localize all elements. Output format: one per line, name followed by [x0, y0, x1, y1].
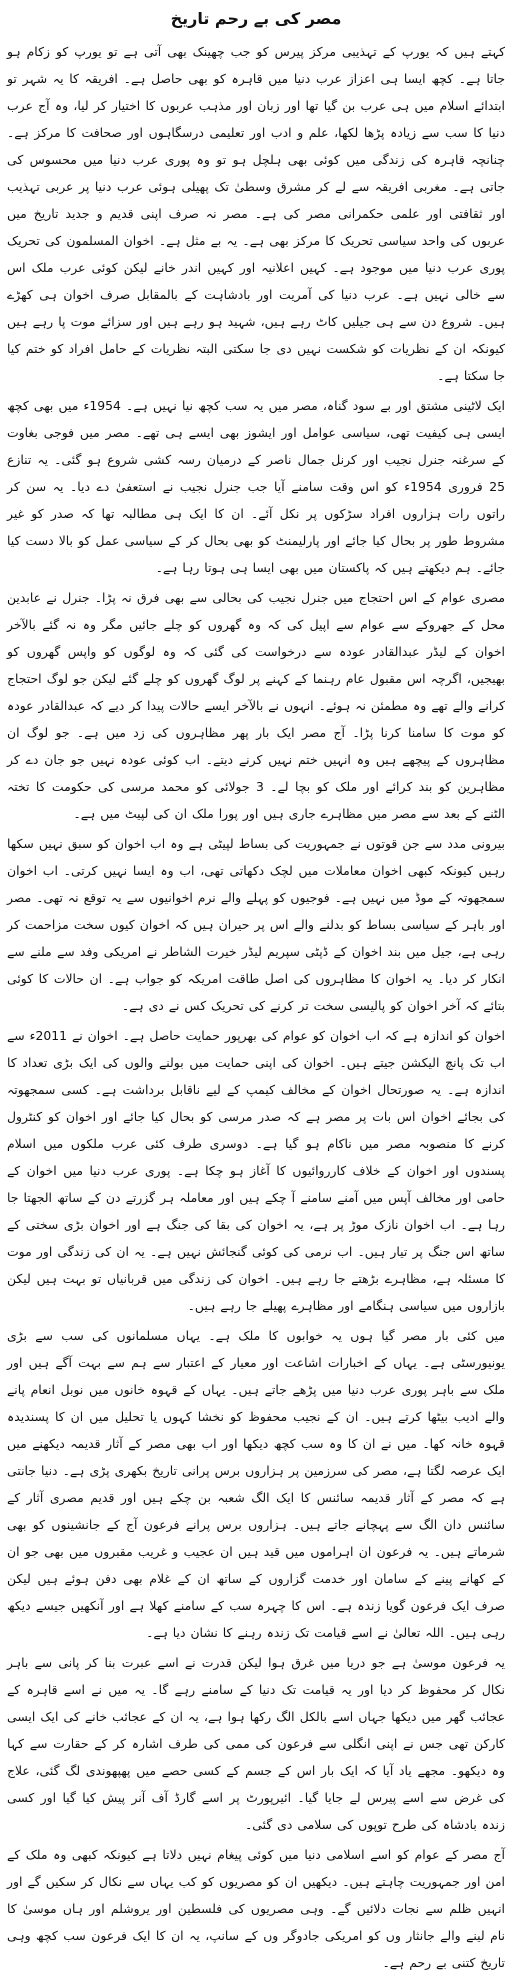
article-paragraph-4: بیرونی مدد سے جن قوتوں نے جمہوریت کی بساط لپیٹی ہے وہ اب اخوان کو سبق نہیں سکھا رہیں کیونکہ کبھی اخوان معاملات میں لچک دکھاتی تھی، اب وہ ایسا نہیں کرتی۔ اب اخوان سمجھوتہ کے موڈ میں نہیں ہے۔ فوجیوں کو پہلے والے نرم اخوانیوں سے یہ توقع نہ تھی۔ مصر اور باہر کے سیاسی بساط کو بدلنے والے اس پر حیران ہیں کہ اخوان کیوں سخت مزاحمت کر رہی ہے، جیل میں بند اخوان کے ڈپٹی سپریم لیڈر خیرت الشاطر نے امریکی وفد سے ملنے سے انکار کر دیا۔ یہ اخوان کا مظاہروں کی اصل طاقت امریکہ کو جواب ہے۔ ان حالات کا کوئی بتائے کہ آخر اخوان کو پالیسی سخت تر کرنے کی تحریک کس نے دی ہے۔	[7, 836, 505, 1013]
article-paragraph-7: یہ فرعون موسیٰ ہے جو دریا میں غرق ہوا لیکن قدرت نے اسے عبرت بنا کر پانی سے باہر نکال کر محفوظ کر دیا اور یہ قیامت تک دنیا کے سامنے رہے گا۔ یہ میں نے اسے قاہرہ کے عجائب گھر میں دیکھا جہاں اسے بالکل الگ رکھا ہوا ہے، یہ ان کے عجائب خانے کی ایک ایسی کارکن تھی جس نے اپنی انگلی سے فرعون کی ممی کی طرف اشارہ کر کے حقارت سے کہا وہ دیکھو۔ مجھے یاد آیا کہ ایک بار اس کے جسم کے کسی حصے میں پھپھوندی لگ گئی، علاج کی غرض سے اسے پیرس لے جایا گیا۔ ائیرپورٹ پر اسے گارڈ آف آنر پیش کیا گیا اور کسی زندہ بادشاہ کی طرح توپوں کی سلامی دی گئی۔	[7, 1655, 505, 1832]
article-paragraph-6: میں کئی بار مصر گیا ہوں یہ خوابوں کا ملک ہے۔ یہاں مسلمانوں کی سب سے بڑی یونیورسٹی ہے۔ یہاں کے اخبارات اشاعت اور معیار کے اعتبار سے ہم سے بہت آگے ہیں اور ملک سے باہر پوری عرب دنیا میں پڑھے جاتے ہیں۔ یہاں کے قہوہ خانوں میں نوبل انعام پانے والے ادیب بیٹھا کرتے ہیں۔ ان کے نجیب محفوظ کو نخشا کہوں یا تحلیل میں ان کا پسندیدہ قہوہ خانہ کھا۔ میں نے ان کا وہ سب کچھ دیکھا اور اب بھی مصر کے آثار قدیمہ دیکھنے میں ایک عرصہ لگتا ہے، مصر کی سرزمین پر ہزاروں برس پرانی تاریخ بکھری پڑی ہے۔ دنیا جانتی ہے کہ مصر کے آثار قدیمہ سائنس کا ایک الگ شعبہ بن چکے ہیں اور قدیم مصری آثار کے سائنس دان الگ سے پہچانے جاتے ہیں۔ ہزاروں برس پرانے فرعون آج کے جانشینوں کو بھی شرماتے ہیں۔ یہ فرعون ان اہراموں میں قید ہیں ان عجیب و غریب مقبروں میں بھی جو ان کے کھانے پینے کے سامان اور خدمت گزاروں کے ساتھ ان کے غلام بھی دفن ہوئے ہیں لیکن صرف ایک فرعون گویا زندہ ہے۔ اس کا چہرہ سب کے سامنے کھلا ہے اور آنکھیں جیسے دیکھ رہی ہیں۔ اللہ تعالیٰ نے اسے قیامت تک زندہ رہنے کا نشان دیا ہے۔	[7, 1328, 505, 1640]
article-paragraph-2: ایک لاٹینی مشتق اور بے سود گناہ، مصر میں یہ سب کچھ نیا نہیں ہے۔ 1954ء میں بھی کچھ ایسی ہی کیفیت تھی، سیاسی عوامل اور ایشوز بھی ایسے ہی تھے۔ مصر میں فوجی بغاوت کے سرغنہ جنرل نجیب اور کرنل جمال ناصر کے درمیان رسہ کشی شروع ہو گئی۔ یہ تنازع 25 فروری 1954ء کو اس وقت سامنے آیا جب جنرل نجیب نے استعفیٰ دے دیا۔ یہ سن کر راتوں رات ہزاروں افراد سڑکوں پر نکل آئے۔ ان کا ایک ہی مطالبہ تھا کہ صدر کو غیر مشروط طور پر بحال کیا جائے اور پارلیمنٹ کو بھی بحال کر کے سیاسی عمل کو بالا دست کیا جائے۔ ہم دیکھتے ہیں کہ پاکستان میں بھی ایسا ہی ہوتا رہا ہے۔	[7, 398, 505, 575]
article-paragraph-1: کہتے ہیں کہ یورپ کے تہذیبی مرکز پیرس کو جب چھینک بھی آتی ہے تو یورپ کو زکام ہو جاتا ہے۔ کچھ ایسا ہی اعزاز عرب دنیا میں قاہرہ کو بھی حاصل ہے۔ افریقہ کا یہ شہر تو ابتدائے اسلام میں ہی عرب بن گیا تھا اور زبان اور مذہب عربوں کا اختیار کر لیا، وہ آج عرب دنیا کا سب سے زیادہ پڑھا لکھا، علم و ادب اور تعلیمی درسگاہوں اور صحافت کا مرکز ہے۔ چنانچہ قاہرہ کی زندگی میں کوئی بھی ہلچل ہو تو وہ پوری عرب دنیا میں محسوس کی جاتی ہے۔ مغربی افریقہ سے لے کر مشرق وسطیٰ تک پھیلی ہوئی عرب دنیا پر عربی تہذیب اور ثقافتی اور علمی حکمرانی مصر کی ہے۔ مصر نہ صرف اپنی قدیم و جدید تاریخ میں عربوں کی واحد سیاسی تحریک کا مرکز بھی ہے۔ یہ بے مثل ہے۔ اخوان المسلمون کی تحریک پوری عرب دنیا میں موجود ہے۔ کہیں اعلانیہ اور کہیں اندر خانے لیکن کوئی عرب ملک اس سے خالی نہیں ہے۔ عرب دنیا کی آمریت اور بادشاہت کے بالمقابل صرف اخوان ہی کھڑے ہیں۔ شروع دن سے ہی جیلیں کاٹ رہے ہیں، شہید ہو رہے ہیں اور سزائے موت پا رہے ہیں کیونکہ ان کے نظریات کو شکست نہیں دی جا سکتی البتہ نظریات کے حامل افراد کو ختم کیا جا سکتا ہے۔	[7, 44, 505, 383]
article-title: مصر کی بے رحم تاریخ	[170, 9, 342, 28]
article-paragraph-5: اخوان کو اندازہ ہے کہ اب اخوان کو عوام کی بھرپور حمایت حاصل ہے۔ اخوان نے 2011ء سے اب تک پانچ الیکشن جیتے ہیں۔ اخوان کی اپنی حمایت میں بولنے والوں کی ایک بڑی تعداد کا اندازہ ہے۔ یہ صورتحال اخوان کے مخالف کیمپ کے لیے ناقابل برداشت ہے۔ کسی سمجھوتہ کی بجائے اخوان اس بات پر مصر ہے کہ صدر مرسی کو بحال کیا جائے اور اخوان کو کنٹرول کرنے کا منصوبہ مصر میں ناکام ہو گیا ہے۔ دوسری طرف کئی عرب ملکوں میں اسلام پسندوں اور اخوان کے خلاف کارروائیوں کا آغاز ہو چکا ہے۔ پوری عرب دنیا میں اخوان کے حامی اور مخالف آپس میں آمنے سامنے آ چکے ہیں اور معاملہ ہر گزرتے دن کے ساتھ الجھتا جا رہا ہے۔ اب اخوان نازک موڑ پر ہے، یہ اخوان کی بقا کی جنگ ہے اور اخوان بڑی سختی کے ساتھ اس جنگ پر تیار ہیں۔ اب نرمی کی کوئی گنجائش نہیں ہے۔ یہ ان کی زندگی اور موت کا مسئلہ ہے، مظاہرے بڑھتے جا رہے ہیں۔ اخوان کی زندگی میں قربانیاں تو بہت ہیں لیکن بازاروں میں سیاسی ہنگامے اور مظاہرے پھیلے جا رہے ہیں۔	[7, 1028, 505, 1313]
article-paragraph-8: آج مصر کے عوام کو اسے اسلامی دنیا میں کوئی پیغام نہیں دلاتا ہے کیونکہ کبھی وہ ملک کے امن اور جمہوریت چاہتے ہیں۔ دیکھیں ان کو مصریوں کو کب یہاں سے نکال کر سکیں گے اور انہیں ظلم سے نجات دلائیں گے۔ وہی مصریوں کی فلسطین اور یروشلم اور ہاں موسیٰ کا نام لینے والے جانثار وں کو امریکی جادوگر وں کے سانپ، یہ ان کا ایک فرعون سب کچھ وہی تاریخ کتنی بے رحم ہے۔	[7, 1847, 505, 1970]
article-paragraph-3: مصری عوام کے اس احتجاج میں جنرل نجیب کی بحالی سے بھی فرق نہ پڑا۔ جنرل نے عابدین محل کے جھروکے سے عوام سے اپیل کی کہ وہ گھروں کو چلے جائیں مگر وہ نہ گئے بالآخر اخوان کے لیڈر عبدالقادر عودہ سے درخواست کی گئی کہ وہ لوگوں کو واپس گھروں کو بھیجیں، اگرچہ اس مقبول عام رہنما کے کہنے پر لوگ گھروں کو چلے گئے لیکن جو لوگ احتجاج کرانے والے تھے وہ مطمئن نہ ہوئے۔ انہوں نے بالآخر ایسے حالات پیدا کر دیے کہ عبدالقادر عودہ کو موت کا سامنا کرنا پڑا۔ آج مصر ایک بار پھر مظاہروں کی زد میں ہے۔ جو لوگ ان مظاہروں کے پیچھے ہیں وہ انہیں ختم نہیں کرنے دیتے۔ اب کوئی عودہ نہیں جو جان دے کر مظاہرین کو بند کرائے اور ملک کو بچا لے۔ 3 جولائی کو محمد مرسی کی حکومت کا تختہ الٹنے کے بعد سے مصر میں مظاہرے جاری ہیں اور پورا ملک ان کی لپیٹ میں ہے۔	[7, 590, 505, 821]
